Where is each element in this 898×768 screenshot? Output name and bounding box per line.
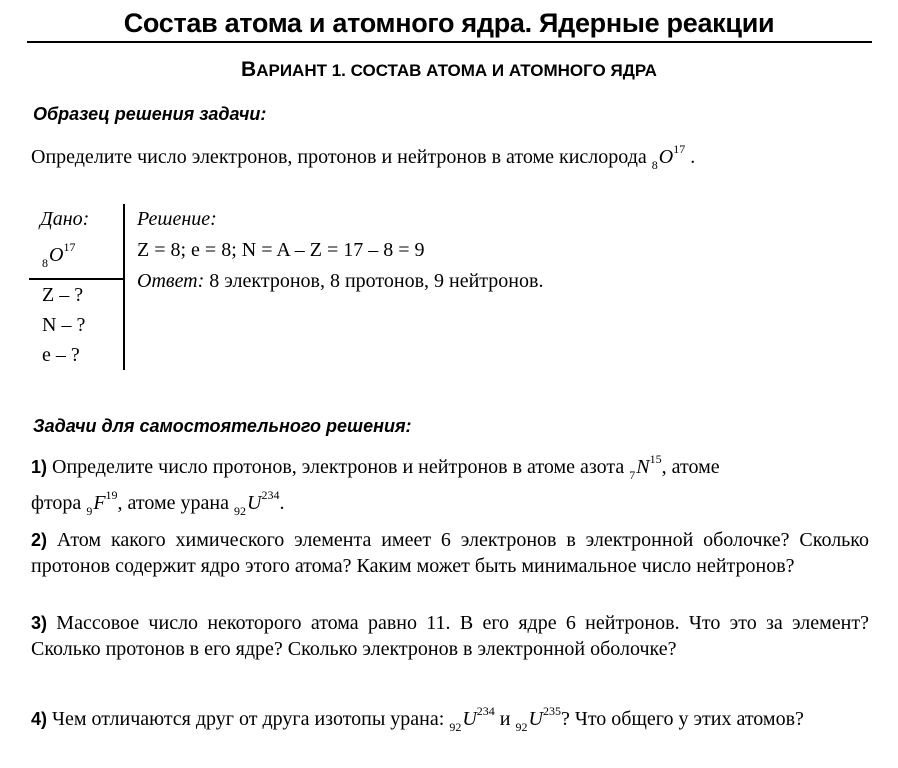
given-divider [29,278,125,280]
answer-line [137,270,543,293]
unknown-e: e – ? [42,344,80,366]
task-4-number: 4) [31,709,48,729]
uranium-234-nuclide: $_{92}U^{234}$ [233,488,280,518]
task-1-line-2: фтора $_9F^{19}$, атоме урана $_{92}U^{234}$. [31,488,285,518]
unknown-z: Z – ? [42,284,84,306]
example-heading: Образец решения задачи: [33,104,267,124]
oxygen-nuclide: $_8O^{17}$ [651,142,686,172]
variant-heading [0,58,898,82]
answer-label: Ответ: [137,270,205,292]
tasks-heading: Задачи для самостоятельного решения: [33,416,412,436]
example-task-text: Определите число электронов, протонов и нейтронов в атоме кислорода [31,146,647,168]
task-1-number: 1) [31,457,48,477]
task-2 [31,527,869,579]
task-3-number: 3) [31,613,48,633]
uranium-234-nuclide-b: $_{92}U^{234}$ [449,704,495,734]
unknown-n: N – ? [42,314,86,336]
variant-text-1: АРИАНТ 1. С [256,61,363,80]
uranium-235-nuclide: $_{92}U^{235}$ [515,704,561,734]
task-2-text: Атом какого химического элемента имеет 6 электронов в электронной оболочке? Сколько протонов содержит ядро этого атома? Каким может быть минимальное число нейтронов? [31,529,869,577]
fluorine-nuclide: $_9F^{19}$ [86,488,118,518]
title-underline [27,41,872,43]
example-period: . [690,146,696,168]
given-nuclide: $_8O^{17}$ [42,240,76,270]
table-vertical-rule [123,204,125,370]
nitrogen-nuclide: $_7N^{15}$ [629,452,662,482]
solution-label: Решение: [137,208,217,230]
page-title: Состав атома и атомного ядра. Ядерные реакции [123,8,775,38]
example-task [31,142,695,173]
answer-text: 8 электронов, 8 протонов, 9 нейтронов. [204,270,544,292]
variant-text-2: ОСТАВ АТОМА И АТОМНОГО ЯДРА [362,61,657,80]
task-3-text: Массовое число некоторого атома равно 11. В его ядре 6 нейтронов. Что это за элемент? Сколько протонов в его ядре? Сколько электронов в электронной оболочке? [31,612,869,660]
task-1-line-1: 1) Определите число протонов, электронов и нейтронов в атоме азота $_7N^{15}$, атоме [31,452,720,482]
variant-cap-1: В [241,58,257,81]
solution-line: Z = 8; e = 8; N = A – Z = 17 – 8 = 9 [137,239,425,261]
task-2-number: 2) [31,530,48,550]
given-label: Дано: [40,208,90,230]
task-4-line-1: 4) Чем отличаются друг от друга изотопы урана: $_{92}U^{234}$ и $_{92}U^{235}$? Что общего у этих атомов? [31,704,804,734]
task-3 [31,610,869,662]
